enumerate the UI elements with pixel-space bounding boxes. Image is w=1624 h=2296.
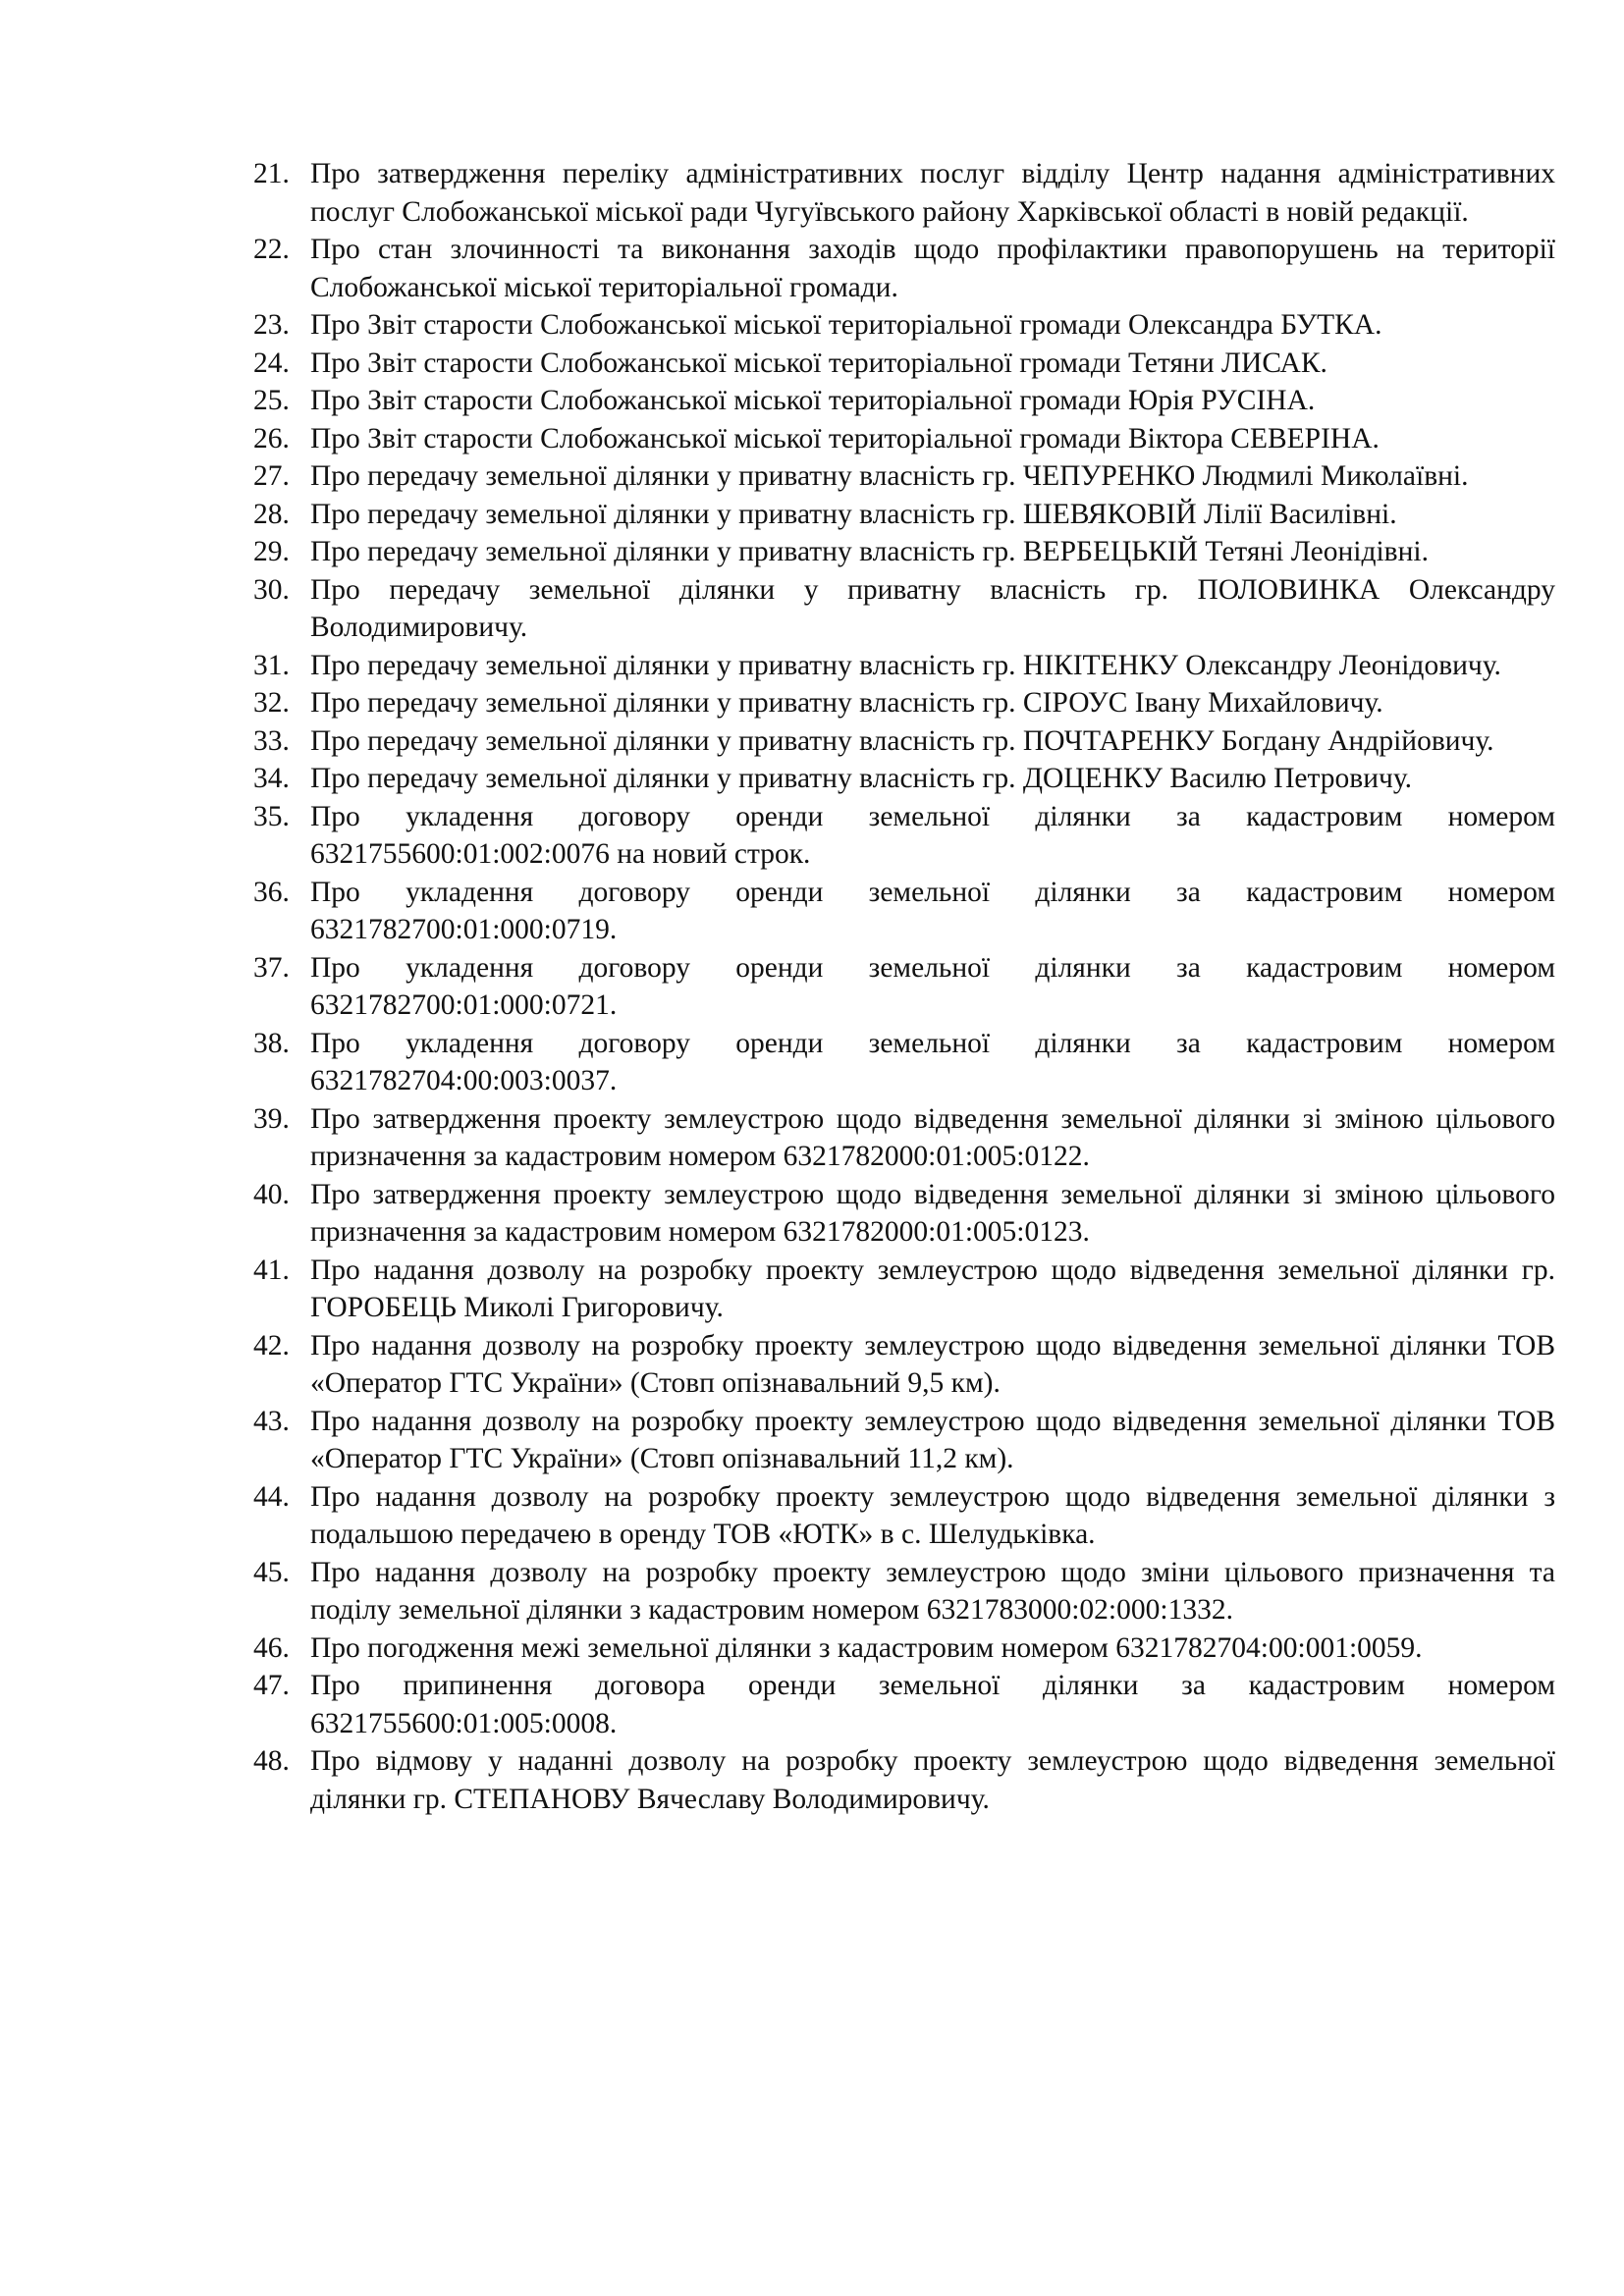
agenda-item [253,345,1555,383]
item-text: Про стан злочинності та виконання заходів щодо профілактики правопорушень на території Слобожанської міської територіальної громади. [310,234,1555,303]
item-text: Про затвердження проекту землеустрою щодо відведення земельної ділянки зі зміною цільового призначення за кадастровим номером 6321782000:01:005:0122. [310,1102,1555,1172]
agenda-item [253,231,1555,306]
agenda-item [253,382,1555,420]
item-text: Про передачу земельної ділянки у приватну власність гр. ВЕРБЕЦЬКІЙ Тетяні Леонідівні. [310,536,1429,567]
agenda-item [253,457,1555,496]
item-number: 21. [253,158,290,189]
item-number: 37. [253,951,290,984]
item-text: Про укладення договору оренди земельної ділянки за кадастровим номером 6321782700:01:000:0721. [310,951,1555,1021]
item-text: Про затвердження переліку адміністративних послуг відділу Центр надання адміністративних послуг Слобожанської міської ради Чугуївського району Харківської області в новій редакції. [310,158,1555,228]
item-text: Про передачу земельної ділянки у приватну власність гр. НІКІТЕНКУ Олександру Леонідовичу. [310,649,1501,681]
item-text: Про передачу земельної ділянки у приватну власність гр. ПОЧТАРЕНКУ Богдану Андрійовичу. [310,724,1494,757]
item-text: Про надання дозволу на розробку проекту землеустрою щодо відведення земельної ділянки з подальшою передачею в оренду ТОВ «ЮТК» в с. Шелудьківка. [310,1480,1555,1550]
agenda-item [253,798,1555,874]
item-number: 27. [253,460,290,492]
item-number: 25. [253,385,290,416]
item-text: Про надання дозволу на розробку проекту землеустрою щодо відведення земельної ділянки ТОВ «Оператор ГТС України» (Стовп опізнавальний 11,2 км). [310,1405,1555,1474]
agenda-item [253,306,1555,345]
item-number: 41. [253,1254,290,1286]
item-number: 34. [253,763,290,794]
agenda-item [253,874,1555,949]
agenda-item [253,420,1555,458]
agenda-item [253,1629,1555,1668]
item-number: 24. [253,347,290,379]
item-text: Про передачу земельної ділянки у приватну власність гр. СІРОУС Івану Михайловичу. [310,687,1383,719]
item-number: 47. [253,1670,290,1701]
item-text: Про Звіт старости Слобожанської міської територіальної громади Віктора СЕВЕРІНА. [310,422,1380,454]
item-text: Про затвердження проекту землеустрою щодо відведення земельної ділянки зі зміною цільового призначення за кадастровим номером 6321782000:01:005:0123. [310,1178,1555,1248]
agenda-item [253,1742,1555,1818]
agenda-item [253,647,1555,685]
item-number: 40. [253,1178,290,1210]
item-text: Про Звіт старости Слобожанської міської територіальної громади Юрія РУСІНА. [310,385,1316,416]
agenda-item [253,496,1555,534]
item-text: Про Звіт старости Слобожанської міської територіальної громади Олександра БУТКА. [310,309,1382,341]
agenda-item [253,1100,1555,1176]
agenda-item [253,1176,1555,1252]
agenda-item [253,533,1555,571]
agenda-item [253,1403,1555,1478]
item-text: Про погодження межі земельної ділянки з кадастровим номером 6321782704:00:001:0059. [310,1631,1423,1664]
item-text: Про відмову у наданні дозволу на розробку проекту землеустрою щодо відведення земельної ділянки гр. СТЕПАНОВУ Вячеславу Володимировичу. [310,1745,1555,1815]
item-number: 38. [253,1027,290,1059]
agenda-item [253,155,1555,231]
item-number: 30. [253,573,290,606]
item-number: 28. [253,498,290,530]
item-text: Про передачу земельної ділянки у приватну власність гр. ШЕВЯКОВІЙ Лілії Василівні. [310,498,1397,530]
agenda-item [253,684,1555,722]
item-text: Про передачу земельної ділянки у приватну власність гр. ЧЕПУРЕНКО Людмилі Миколаївні. [310,460,1469,492]
agenda-item [253,1554,1555,1629]
agenda-item [253,949,1555,1025]
agenda-item [253,722,1555,761]
item-number: 22. [253,234,290,265]
item-text: Про укладення договору оренди земельної ділянки за кадастровим номером 6321755600:01:002:0076 на новий строк. [310,800,1555,870]
item-number: 43. [253,1405,290,1437]
item-number: 45. [253,1556,290,1588]
item-text: Про надання дозволу на розробку проекту землеустрою щодо зміни цільового призначення та поділу земельної ділянки з кадастровим номером 6321783000:02:000:1332. [310,1556,1555,1626]
item-number: 29. [253,536,290,567]
agenda-item [253,760,1555,798]
item-text: Про надання дозволу на розробку проекту землеустрою щодо відведення земельної ділянки ТОВ «Оператор ГТС України» (Стовп опізнавальний 9,5 км). [310,1329,1555,1399]
item-number: 23. [253,309,290,341]
item-number: 42. [253,1329,290,1362]
item-text: Про припинення договора оренди земельної ділянки за кадастровим номером 6321755600:01:005:0008. [310,1670,1555,1739]
item-number: 35. [253,800,290,832]
agenda-item [253,1327,1555,1403]
item-number: 36. [253,876,290,908]
item-number: 46. [253,1631,290,1664]
item-number: 31. [253,649,290,681]
agenda-list [253,155,1555,1818]
agenda-item [253,1667,1555,1742]
item-text: Про укладення договору оренди земельної ділянки за кадастровим номером 6321782704:00:003:0037. [310,1027,1555,1096]
item-number: 48. [253,1745,290,1777]
agenda-item [253,1252,1555,1327]
agenda-item [253,1025,1555,1100]
item-number: 44. [253,1480,290,1513]
item-number: 32. [253,687,290,719]
agenda-item [253,571,1555,647]
item-text: Про укладення договору оренди земельної ділянки за кадастровим номером 6321782700:01:000:0719. [310,876,1555,945]
item-number: 33. [253,724,290,757]
item-number: 26. [253,422,290,454]
item-number: 39. [253,1102,290,1135]
item-text: Про надання дозволу на розробку проекту землеустрою щодо відведення земельної ділянки гр. ГОРОБЕЦЬ Миколі Григоровичу. [310,1254,1555,1323]
item-text: Про передачу земельної ділянки у приватну власність гр. ПОЛОВИНКА Олександру Володимировичу. [310,573,1555,643]
item-text: Про передачу земельної ділянки у приватну власність гр. ДОЦЕНКУ Василю Петровичу. [310,763,1412,794]
item-text: Про Звіт старости Слобожанської міської територіальної громади Тетяни ЛИСАК. [310,347,1327,379]
agenda-item [253,1478,1555,1554]
